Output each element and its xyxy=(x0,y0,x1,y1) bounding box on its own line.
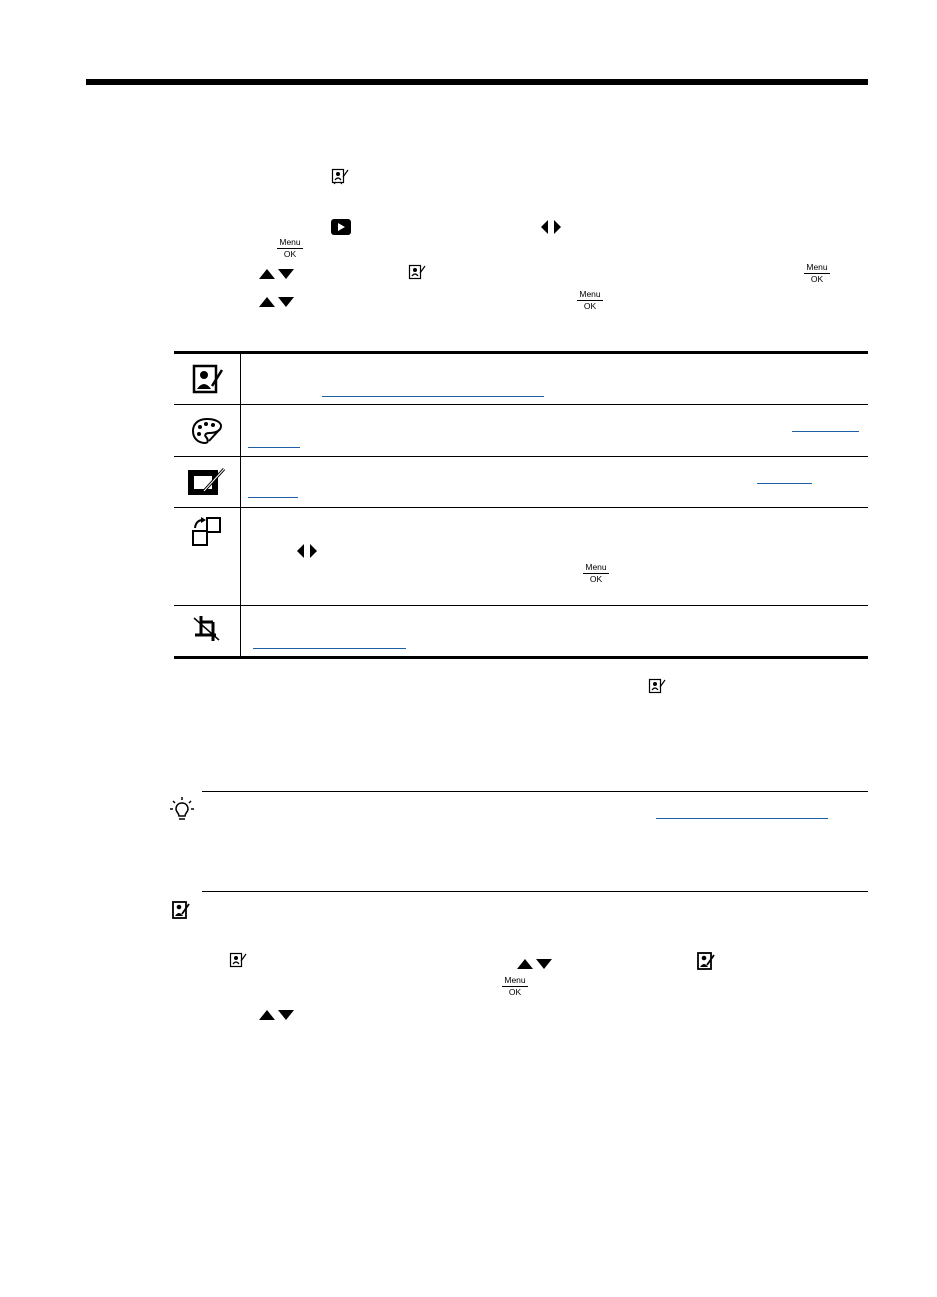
table-row-divider xyxy=(174,507,868,508)
table-column-divider xyxy=(240,354,241,656)
rotate-icon xyxy=(191,516,223,548)
menu-ok-button-icon: Menu OK xyxy=(502,976,528,997)
crop-icon xyxy=(192,614,222,644)
link-underline[interactable] xyxy=(656,818,828,819)
menu-ok-button-icon: Menu OK xyxy=(277,238,303,259)
link-underline[interactable] xyxy=(792,431,859,432)
table-row-divider xyxy=(174,456,868,457)
menu-ok-button-icon: Menu OK xyxy=(577,290,603,311)
playback-icon xyxy=(331,219,351,235)
link-underline[interactable] xyxy=(248,497,298,498)
link-underline[interactable] xyxy=(248,447,300,448)
note-icon xyxy=(172,901,190,919)
design-gallery-icon xyxy=(331,168,349,186)
table-bottom-rule xyxy=(174,656,868,659)
up-down-arrows-icon xyxy=(258,268,296,280)
color-palette-icon xyxy=(191,417,223,445)
header-rule xyxy=(86,79,868,85)
link-underline[interactable] xyxy=(322,396,544,397)
link-underline[interactable] xyxy=(757,483,812,484)
menu-ok-button-icon: Menu OK xyxy=(583,563,609,584)
left-right-arrows-icon xyxy=(540,219,562,235)
note-rule xyxy=(202,891,868,892)
artistic-effects-icon xyxy=(697,952,715,970)
menu-ok-button-icon: Menu OK xyxy=(804,263,830,284)
table-row-divider xyxy=(174,605,868,606)
table-top-rule xyxy=(174,351,868,354)
border-icon xyxy=(186,467,226,497)
up-down-arrows-icon xyxy=(258,296,296,308)
design-gallery-icon xyxy=(229,952,247,970)
artistic-effects-icon xyxy=(192,364,224,394)
left-right-arrows-icon xyxy=(296,543,318,559)
up-down-arrows-icon xyxy=(258,1009,296,1021)
tip-rule xyxy=(202,791,868,792)
lightbulb-icon xyxy=(170,797,194,823)
link-underline[interactable] xyxy=(253,648,406,649)
table-row-divider xyxy=(174,404,868,405)
design-gallery-icon xyxy=(648,678,666,696)
design-gallery-icon xyxy=(408,264,426,282)
up-down-arrows-icon xyxy=(516,958,554,970)
